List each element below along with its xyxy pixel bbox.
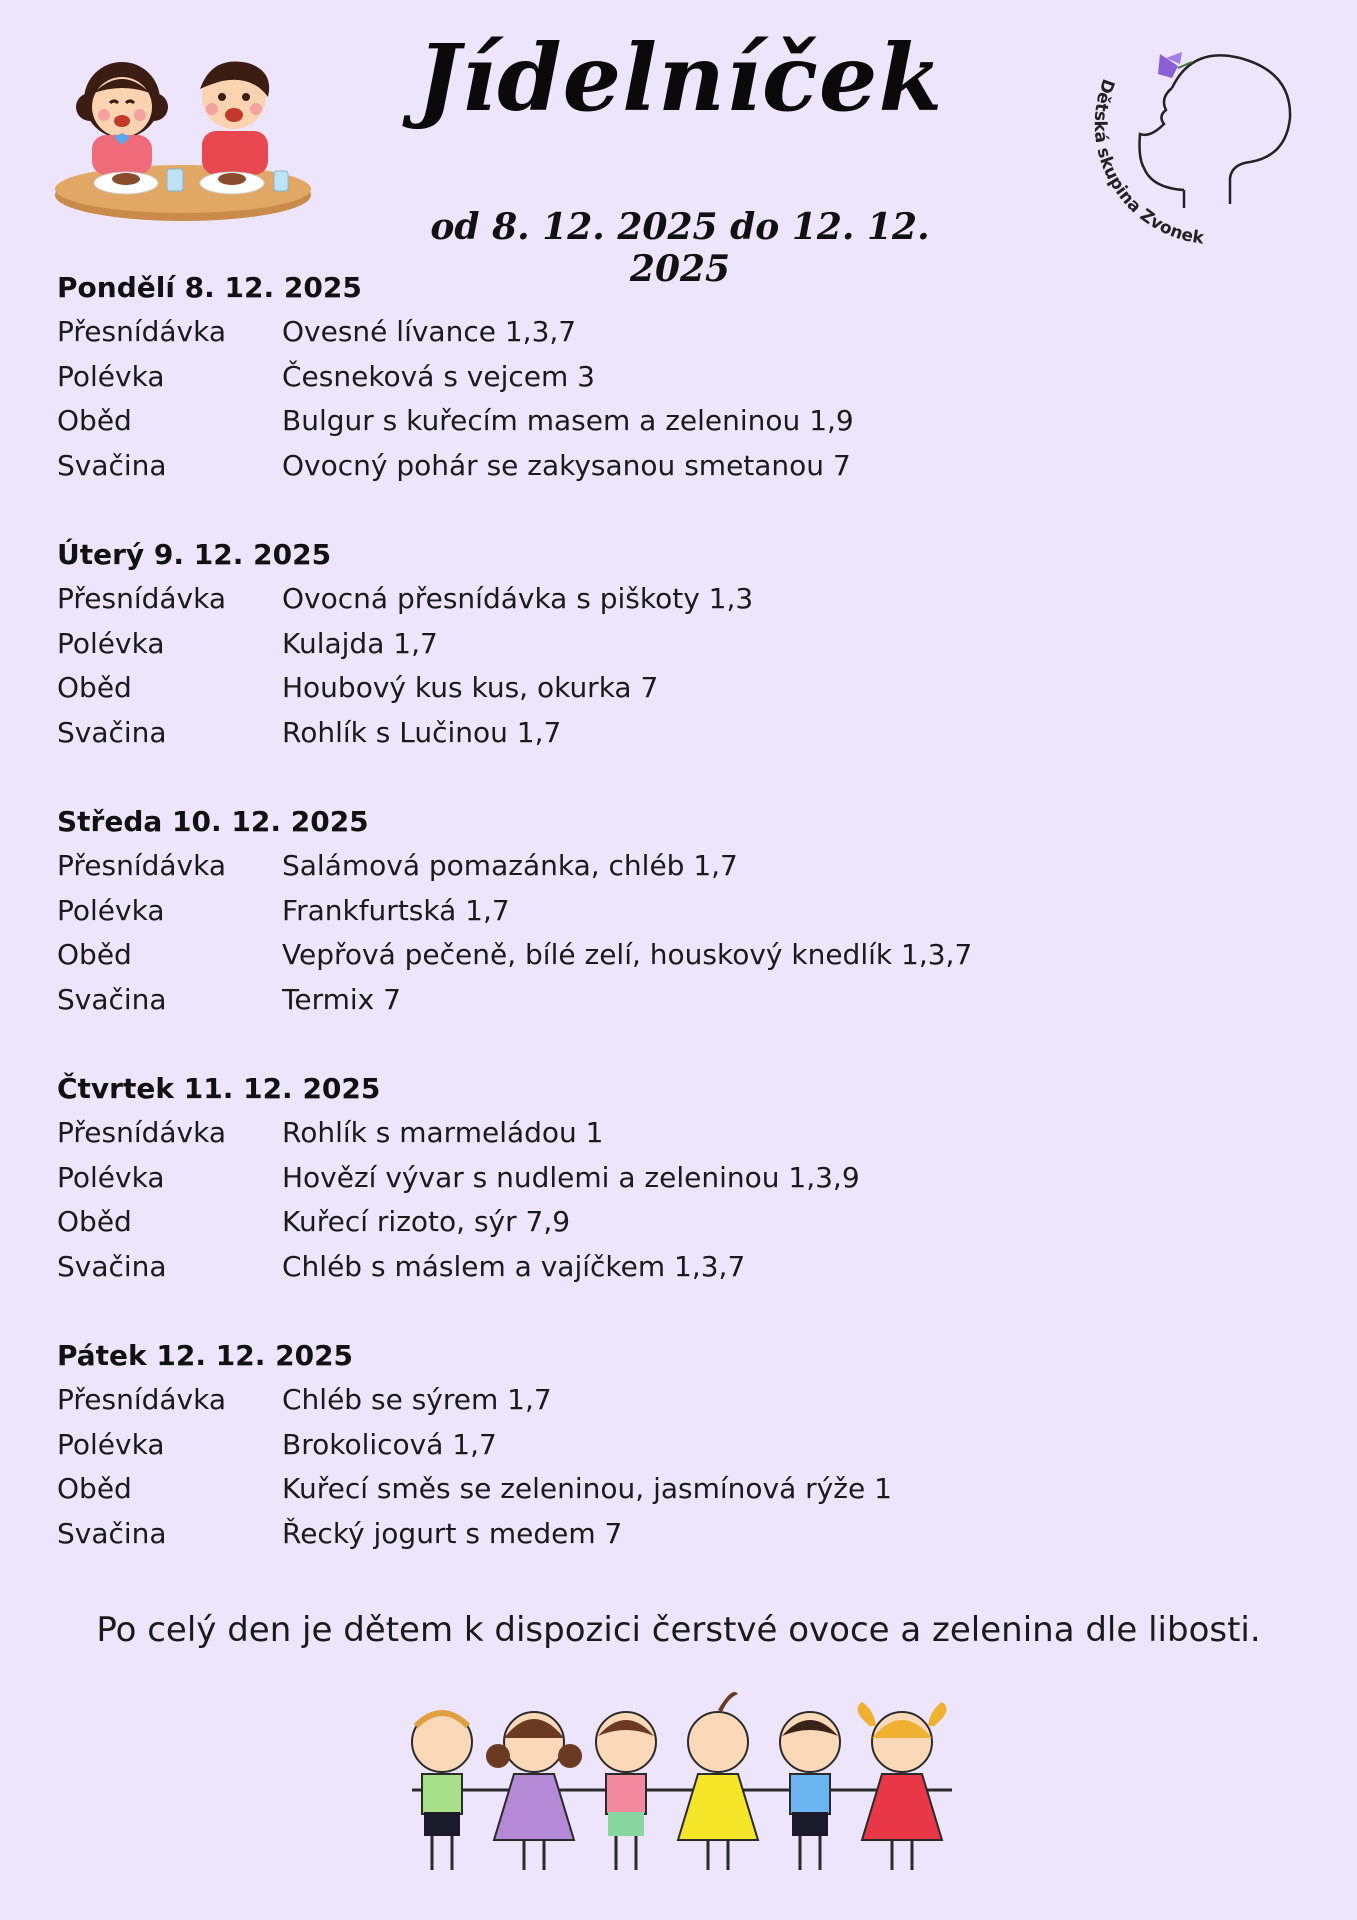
day-heading: Pondělí 8. 12. 2025 [57,271,362,304]
day-heading: Středa 10. 12. 2025 [57,805,369,838]
meal-label: Přesnídávka [57,1116,227,1149]
meal-dish: Česneková s vejcem 3 [282,359,595,393]
meal-label: Oběd [57,404,132,437]
meal-row-snack-morning [57,310,1297,355]
child-figure [412,1712,472,1870]
meal-dish: Houbový kus kus, okurka 7 [282,671,659,704]
meal-row-soup [57,1423,1297,1468]
meal-label: Oběd [57,671,132,704]
meal-dish: Rohlík s Lučinou 1,7 [282,715,562,749]
meal-dish: Kulajda 1,7 [282,626,438,660]
kids-eating-illustration [52,45,314,225]
meal-row-snack-morning [57,1378,1297,1423]
meal-label: Přesnídávka [57,1383,227,1416]
meal-row-soup [57,622,1297,667]
meal-row-lunch [57,666,1297,711]
meal-label: Přesnídávka [57,315,227,348]
child-figure [780,1712,840,1870]
meal-dish: Rohlík s marmeládou 1 [282,1116,604,1149]
day-wednesday [57,800,1297,1022]
day-monday [57,266,1297,488]
meal-label: Polévka [57,1427,165,1461]
page-title: Jídelníček [416,24,944,132]
meal-label: Oběd [57,1205,132,1238]
meal-dish: Frankfurtská 1,7 [282,893,510,927]
meal-dish: Bulgur s kuřecím masem a zeleninou 1,9 [282,404,854,437]
meal-label: Svačina [57,715,167,749]
child-figure [858,1702,947,1870]
meal-dish: Vepřová pečeně, bílé zelí, houskový knedlík 1,3,7 [282,938,973,971]
fruit-vegetable-note: Po celý den je dětem k dispozici čerstvé ovoce a zelenina dle libosti. [96,1610,1261,1650]
meal-dish: Brokolicová 1,7 [282,1427,497,1461]
meal-label: Polévka [57,1160,165,1194]
meal-label: Svačina [57,982,167,1016]
meal-label: Svačina [57,1249,167,1283]
meal-row-soup [57,889,1297,934]
day-heading: Úterý 9. 12. 2025 [57,538,332,571]
children-holding-hands-illustration [392,1680,972,1890]
meal-dish: Hovězí vývar s nudlemi a zeleninou 1,3,9 [282,1160,860,1194]
meal-row-snack-afternoon [57,1512,1297,1557]
meal-label: Polévka [57,626,165,660]
meal-row-lunch [57,933,1297,978]
meal-dish: Kuřecí rizoto, sýr 7,9 [282,1205,571,1238]
meal-label: Svačina [57,448,167,482]
bellflower-icon [1158,52,1192,78]
meal-row-soup [57,1156,1297,1201]
logo-text: Dětská skupina Zvonek [1089,76,1206,249]
day-heading: Čtvrtek 11. 12. 2025 [57,1072,381,1105]
meal-dish: Kuřecí směs se zeleninou, jasmínová rýže 1 [282,1472,892,1505]
weekly-menu [57,266,1297,1601]
meal-label: Polévka [57,893,165,927]
meal-row-snack-morning [57,577,1297,622]
meal-dish: Chléb s máslem a vajíčkem 1,3,7 [282,1249,746,1283]
meal-label: Polévka [57,359,165,393]
meal-dish: Salámová pomazánka, chléb 1,7 [282,849,738,882]
meal-dish: Řecký jogurt s medem 7 [282,1516,623,1550]
day-friday [57,1334,1297,1556]
meal-label: Oběd [57,1472,132,1505]
meal-row-soup [57,355,1297,400]
date-range: od 8. 12. 2025 do 12. 12. 2025 [430,206,930,290]
meal-row-snack-afternoon [57,711,1297,756]
meal-row-snack-afternoon [57,1245,1297,1290]
zvonek-logo [1080,38,1310,258]
meal-row-lunch [57,399,1297,444]
meal-label: Přesnídávka [57,582,227,615]
meal-row-lunch [57,1200,1297,1245]
girl-figure [76,62,168,175]
meal-label: Oběd [57,938,132,971]
meal-row-snack-afternoon [57,444,1297,489]
meal-dish: Termix 7 [282,982,401,1016]
meal-dish: Ovocný pohár se zakysanou smetanou 7 [282,448,851,482]
boy-figure [200,61,269,175]
meal-dish: Chléb se sýrem 1,7 [282,1383,552,1416]
day-thursday [57,1067,1297,1289]
day-tuesday [57,533,1297,755]
meal-row-snack-morning [57,844,1297,889]
meal-row-snack-morning [57,1111,1297,1156]
meal-row-lunch [57,1467,1297,1512]
meal-dish: Ovesné lívance 1,3,7 [282,315,577,348]
meal-label: Přesnídávka [57,849,227,882]
day-heading: Pátek 12. 12. 2025 [57,1339,354,1372]
child-figure [678,1692,758,1870]
child-figure [596,1712,656,1870]
meal-dish: Ovocná přesnídávka s piškoty 1,3 [282,582,754,615]
meal-row-snack-afternoon [57,978,1297,1023]
meal-label: Svačina [57,1516,167,1550]
